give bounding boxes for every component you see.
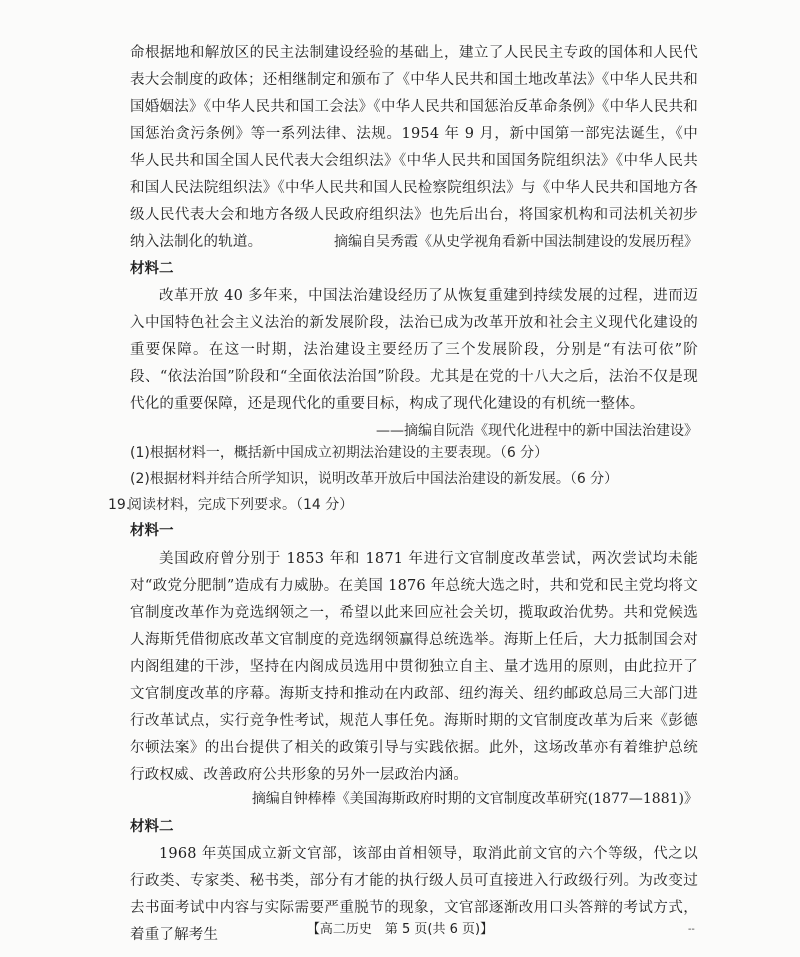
material1-source: 摘编自吴秀霞《从史学视角看新中国法制建设的发展历程》 (334, 234, 698, 250)
material2-text: 改革开放 40 多年来，中国法治建设经历了从恢复重建到持续发展的过程，进而迈入中国特色社会主义法治的新发展阶段，法治已成为改革开放和社会主义现代化建设的重要保障。在这一时期，法治建设主要经历了三个发展阶段，分别是“有法可依”阶段、“依法治国”阶段和“全面依法治国”阶段。尤其是在党的十八大之后，法治不仅是现代化的重要保障，还是现代化的重要目标，构成了现代化建设的有机统一整体。 (130, 288, 698, 412)
page-footer: 【高二历史 第 5 页(共 6 页)】 (306, 922, 494, 937)
q19-material2-text: 1968 年英国成立新文官部，该部由首相领导，取消此前文官的六个等级，代之以行政类、专家类、秘书类，部分有才能的执行级人员可直接进入行政级行列。为改变过去书面考试中内容与实际需要严重脱节的现象，文官部逐渐改用口头答辩的考试方式，着重了解考生 (130, 846, 698, 943)
material2-heading: 材料二 (130, 261, 174, 277)
material2-source: ——摘编自阮浩《现代化进程中的新中国法治建设》 (376, 423, 698, 439)
material1-continuation: 命根据地和解放区的民主法制建设经验的基础上，建立了人民民主专政的国体和人民代表大会制度的政体；还相继制定和颁布了《中华人民共和国土地改革法》《中华人民共和国婚姻法》《中华人民共和国工会法》《中华人民共和国惩治反革命条例》《中华人民共和国惩治贪污条例》等一系列法律、法规。1954 年 9 月，新中国第一部宪法诞生，《中华人民共和国全国人民代表大会组织法》《中华人民共和国国务院组织法》《中华人民共和国人民法院组织法》《中华人民共和国人民检察院组织法》与《中华人民共和国地方各级人民代表大会和地方各级人民政府组织法》也先后出台，将国家机构和司法机关初步纳入法制化的轨道。 (130, 45, 698, 250)
footer-mark: -- (688, 924, 695, 935)
q19-material2-heading: 材料二 (130, 819, 174, 835)
question-18-1: (1)根据材料一，概括新中国成立初期法治建设的主要表现。（6 分） (130, 445, 549, 461)
q19-material1-source: 摘编自钟棒棒《美国海斯政府时期的文官制度改革研究(1877—1881)》 (251, 791, 698, 807)
q19-material1-text: 美国政府曾分别于 1853 年和 1871 年进行文官制度改革尝试，两次尝试均未能对“政党分肥制”造成有力威胁。在美国 1876 年总统大选之时，共和党和民主党均将文官制度改革作为竞选纲领之一，希望以此来回应社会关切，揽取政治优势。共和党候选人海斯凭借彻底改革文官制度的竞选纲领赢得总统选举。海斯上任后，大力抵制国会对内阁组建的干涉，坚持在内阁成员选用中贯彻独立自主、量才选用的原则，由此拉开了文官制度改革的序幕。海斯支持和推动在内政部、纽约海关、纽约邮政总局三大部门进行改革试点，实行竞争性考试，规范人事任免。海斯时期的文官制度改革为后来《彭德尔顿法案》的出台提供了相关的政策引导与实践依据。此外，这场改革亦有着维护总统行政权威、改善政府公共形象的另外一层政治内涵。 (130, 551, 698, 783)
question-18-2: (2)根据材料并结合所学知识，说明改革开放后中国法治建设的新发展。（6 分） (130, 471, 619, 487)
q19-material1-heading: 材料一 (130, 523, 174, 539)
question-19-number: 19. (108, 497, 131, 513)
question-19-prompt: 阅读材料，完成下列要求。（14 分） (128, 497, 354, 513)
